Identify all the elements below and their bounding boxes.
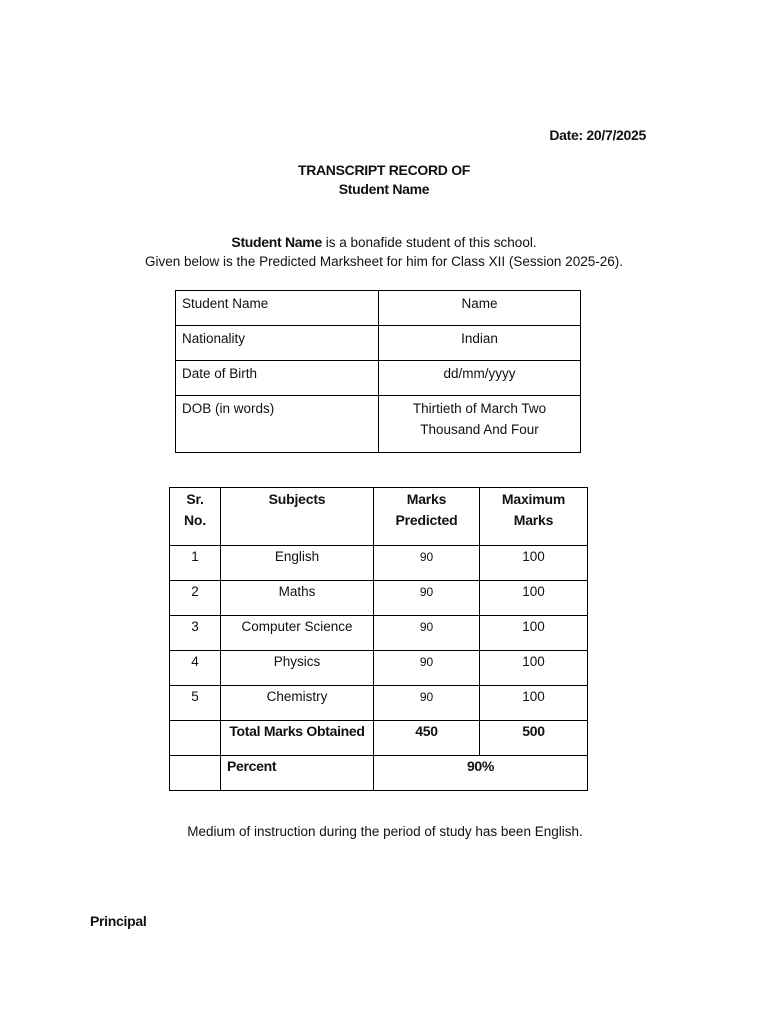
header-text: Predicted (395, 512, 458, 528)
marks-value: 90 (419, 690, 434, 704)
header-sr-no (170, 488, 221, 546)
info-row (176, 361, 581, 396)
total-row (170, 721, 588, 756)
cell-max: 100 (480, 651, 588, 686)
cell-empty (170, 756, 221, 791)
table-row (170, 651, 588, 686)
intro-line-1 (0, 234, 768, 250)
cell-marks (374, 581, 480, 616)
info-label: DOB (in words) (176, 396, 379, 453)
header-subjects (221, 488, 374, 546)
cell-sr: 4 (170, 651, 221, 686)
student-info-table (175, 290, 581, 453)
table-row (170, 686, 588, 721)
cell-marks (374, 686, 480, 721)
marks-table-header (170, 488, 588, 546)
info-value: Name (379, 291, 581, 326)
cell-subject: Chemistry (221, 686, 374, 721)
percent-label: Percent (221, 756, 374, 791)
percent-row (170, 756, 588, 791)
cell-marks (374, 651, 480, 686)
cell-marks (374, 546, 480, 581)
header-text: Sr. (186, 491, 204, 507)
cell-max: 100 (480, 686, 588, 721)
cell-subject: Computer Science (221, 616, 374, 651)
header-text: Maximum (501, 491, 566, 507)
medium-of-instruction: Medium of instruction during the period of study has been English. (187, 824, 583, 839)
cell-max: 100 (480, 546, 588, 581)
cell-subject: English (221, 546, 374, 581)
cell-subject: Physics (221, 651, 374, 686)
header-maximum-marks (480, 488, 588, 546)
total-marks: 450 (374, 721, 480, 756)
marks-table (169, 487, 588, 791)
marks-value: 90 (419, 655, 434, 669)
cell-sr: 2 (170, 581, 221, 616)
marks-value: 90 (419, 550, 434, 564)
header-marks-predicted (374, 488, 480, 546)
header-text: Marks (513, 512, 554, 528)
intro-line-2: Given below is the Predicted Marksheet for him for Class XII (Session 2025-26). (145, 254, 623, 269)
total-label: Total Marks Obtained (221, 721, 374, 756)
cell-sr: 3 (170, 616, 221, 651)
percent-value: 90% (374, 756, 588, 791)
cell-marks (374, 616, 480, 651)
cell-sr: 1 (170, 546, 221, 581)
intro-student-name: Student Name (231, 234, 322, 250)
cell-subject: Maths (221, 581, 374, 616)
marks-value: 90 (419, 620, 434, 634)
info-value (379, 396, 581, 453)
total-max: 500 (480, 721, 588, 756)
info-row (176, 291, 581, 326)
info-label: Student Name (176, 291, 379, 326)
cell-max: 100 (480, 581, 588, 616)
info-value-line: Thousand And Four (420, 422, 539, 437)
table-row (170, 546, 588, 581)
info-label: Date of Birth (176, 361, 379, 396)
document-subtitle: Student Name (338, 181, 430, 197)
cell-sr: 5 (170, 686, 221, 721)
document-title: TRANSCRIPT RECORD OF (297, 162, 471, 178)
document-date: Date: 20/7/2025 (549, 127, 646, 143)
cell-max: 100 (480, 616, 588, 651)
info-row (176, 326, 581, 361)
info-value: Indian (379, 326, 581, 361)
table-row (170, 616, 588, 651)
header-text: Marks (406, 491, 447, 507)
info-row (176, 396, 581, 453)
header-text: No. (184, 512, 206, 528)
principal-signature-label: Principal (90, 913, 147, 929)
table-row (170, 581, 588, 616)
marks-value: 90 (419, 585, 434, 599)
info-label: Nationality (176, 326, 379, 361)
info-value: dd/mm/yyyy (379, 361, 581, 396)
cell-empty (170, 721, 221, 756)
header-text: Subjects (268, 491, 326, 507)
info-value-line: Thirtieth of March Two (412, 401, 547, 416)
intro-line-1-rest: is a bonafide student of this school. (321, 235, 537, 250)
